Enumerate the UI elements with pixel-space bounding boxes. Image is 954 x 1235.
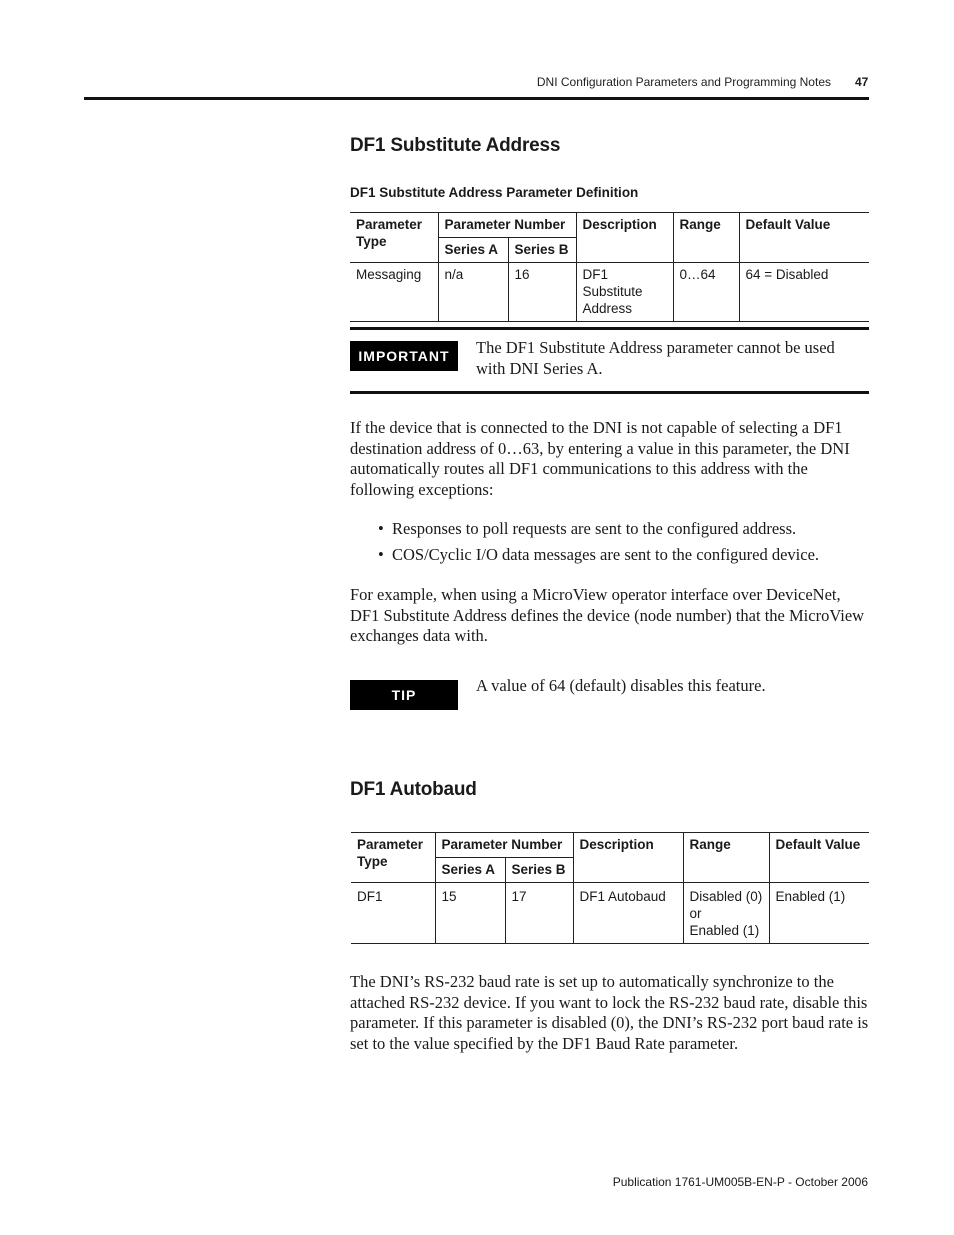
publication-footer: Publication 1761-UM005B-EN-P - October 2006 (612, 1175, 868, 1189)
body-paragraph: The DNI’s RS-232 baud rate is set up to automatically synchronize to the attached RS-232 device. If you want to lock the RS-232 baud rate, disable this parameter. If this parameter is disabled (0), the DNI’s RS-232 port baud rate is set to the value specified by the DF1 Baud Rate parameter. (350, 972, 869, 1053)
header-range: Range (673, 213, 739, 263)
substitute-address-table (350, 212, 869, 322)
table-row (351, 883, 869, 944)
table-row (350, 263, 869, 322)
exceptions-list (378, 519, 873, 570)
tip-text: A value of 64 (default) disables this feature. (476, 676, 766, 695)
range-line: or (689, 906, 702, 921)
cell-parameter-type: DF1 (351, 883, 435, 944)
cell-series-a: 15 (435, 883, 505, 944)
page-number: 47 (855, 75, 869, 89)
important-text: The DF1 Substitute Address parameter cannot be used with DNI Series A. (476, 338, 835, 378)
cell-default-value: 64 = Disabled (739, 263, 869, 322)
header-default-value: Default Value (739, 213, 869, 263)
autobaud-table (351, 832, 869, 944)
cell-range: 0…64 (673, 263, 739, 322)
header-series-a: Series A (438, 238, 508, 263)
header-description: Description (573, 833, 683, 883)
header-series-b: Series B (505, 858, 573, 883)
important-label: IMPORTANT (350, 341, 458, 371)
header-parameter-type: Parameter Type (351, 833, 435, 883)
cell-range (683, 883, 769, 944)
header-description: Description (576, 213, 673, 263)
header-parameter-number: Parameter Number (438, 213, 576, 238)
cell-description: DF1 Autobaud (573, 883, 683, 944)
header-rule (84, 97, 869, 100)
header-range: Range (683, 833, 769, 883)
body-paragraph: If the device that is connected to the DNI is not capable of selecting a DF1 destination address of 0…63, by entering a value in this parameter, the DNI automatically routes all DF1 communications to this address with the following exceptions: (350, 418, 850, 499)
header-default-value: Default Value (769, 833, 869, 883)
range-line: Enabled (1) (689, 923, 760, 938)
body-paragraph: For example, when using a MicroView operator interface over DeviceNet, DF1 Substitute Address defines the device (node number) that the MicroView exchanges data with. (350, 585, 865, 645)
section-heading-substitute-address: DF1 Substitute Address (350, 135, 561, 156)
list-item: • COS/Cyclic I/O data messages are sent to the configured device. (378, 545, 873, 566)
cell-default-value: Enabled (1) (769, 883, 869, 944)
cell-series-b: 17 (505, 883, 573, 944)
section-heading-autobaud: DF1 Autobaud (350, 779, 477, 800)
cell-parameter-type: Messaging (350, 263, 438, 322)
list-item: • Responses to poll requests are sent to the configured address. (378, 519, 873, 540)
header-series-b: Series B (508, 238, 576, 263)
table-caption: DF1 Substitute Address Parameter Definition (350, 185, 639, 200)
range-line: Disabled (0) (689, 889, 763, 904)
callout-bottom-rule (350, 391, 869, 394)
callout-top-rule (350, 327, 869, 330)
cell-description: DF1 Substitute Address (576, 263, 673, 322)
header-series-a: Series A (435, 858, 505, 883)
header-parameter-type: Parameter Type (350, 213, 438, 263)
running-header: DNI Configuration Parameters and Programming Notes (536, 75, 831, 89)
tip-label: TIP (350, 680, 458, 710)
cell-series-b: 16 (508, 263, 576, 322)
cell-series-a: n/a (438, 263, 508, 322)
header-parameter-number: Parameter Number (435, 833, 573, 858)
